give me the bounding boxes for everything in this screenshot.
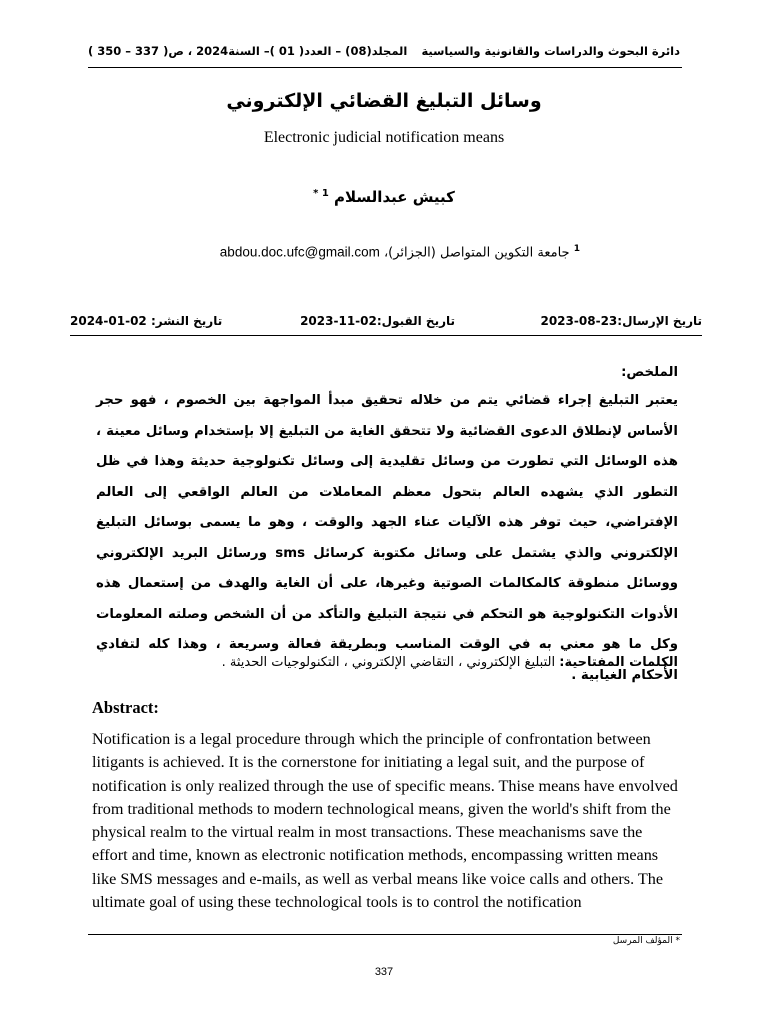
- arabic-abstract: [96, 365, 678, 691]
- date-sent: تاريخ الإرسال:23-08-2023: [540, 314, 702, 328]
- running-header: [88, 44, 680, 66]
- date-accepted: تاريخ القبول:02-11-2023: [300, 314, 455, 328]
- author: [0, 188, 768, 206]
- volume-issue-pages: المجلد(08) – العدد( 01 )– السنة2024 ، ص( 337 – 350 ): [88, 44, 408, 58]
- dates-rule: [70, 335, 702, 336]
- keywords: [200, 655, 678, 670]
- affiliation: [190, 244, 580, 260]
- header-rule: [88, 67, 682, 68]
- author-superscript: 1 *: [313, 188, 329, 199]
- affiliation-superscript: 1: [573, 244, 580, 254]
- title-arabic: وسائل التبليغ القضائي الإلكتروني: [226, 90, 542, 112]
- footnote: * المؤلف المرسل: [612, 936, 680, 946]
- journal-name: دائرة البحوث والدراسات والقانونية والسياسية: [421, 44, 680, 58]
- footnote-rule: [88, 934, 682, 935]
- author-email[interactable]: abdou.doc.ufc@gmail.com: [219, 244, 380, 260]
- arabic-abstract-label: الملخص:: [621, 365, 678, 380]
- keywords-label: الكلمات المفتاحية:: [559, 655, 678, 670]
- author-name: كبيش عبدالسلام: [334, 188, 455, 206]
- english-abstract-text: Notification is a legal procedure through which the principle of confrontation between litigants is achieved. It is the cornerstone for initiating a legal suit, and the purpose of notification is only realized through the use of specific means. Thise means have envolved from traditional methods to modern technological means, given the world's shift from the physical realm to the virtual realm in most transactions. These meachanisms save the effort and time, known as electronic notification methods, encompassing written means like SMS messages and e-mails, as well as verbal means like voice calls and others. The ultimate goal of using these technological tools is to control the notification: [92, 730, 678, 912]
- title-english: Electronic judicial notification means: [263, 129, 505, 146]
- submission-dates: [70, 314, 702, 334]
- affiliation-text: جامعة التكوين المتواصل (الجزائر)،: [383, 245, 570, 261]
- page-number: 337: [374, 966, 394, 978]
- english-abstract-title: Abstract:: [92, 698, 159, 717]
- keywords-text: التبليغ الإلكتروني ، التقاضي الإلكتروني ، التكنولوجيات الحديثة .: [221, 655, 556, 670]
- arabic-abstract-text: يعتبر التبليغ إجراء قضائي يتم من خلاله تحقيق مبدأ المواجهة بين الخصوم ، فهو حجر الأساس لإنطلاق الدعوى القضائية ولا تتحقق الغاية من التبليغ إلا بإستخدام وسائل معينة ، هذه الوسائل التي تطورت من وسائل تقليدية إلى وسائل تكنولوجية حديثة وهذا في ظل التطور الذي يشهده العالم بتحول معظم المعاملات من العالم الواقعي إلى العالم الإفتراضي، حيث توفر هذه الآليات عناء الجهد والوقت ، وهو ما يسمى بوسائل التبليغ الإلكتروني والذي يشتمل على وسائل مكتوبة كرسائل sms ورسائل البريد الإلكتروني ووسائل منطوقة كالمكالمات الصوتية وغيرها، على أن الغاية والهدف من إستعمال هذه الأدوات التكنولوجية هو التحكم في نتيجة التبليغ والتأكد من أن الشخص وصلته المعلومات وكل ما هو معني به في الوقت المناسب وبطريقة فعالة وسريعة ، وهذا كله لتفادي الأحكام الغيابية .: [96, 393, 679, 683]
- date-published: تاريخ النشر: 02-01-2024: [70, 314, 223, 328]
